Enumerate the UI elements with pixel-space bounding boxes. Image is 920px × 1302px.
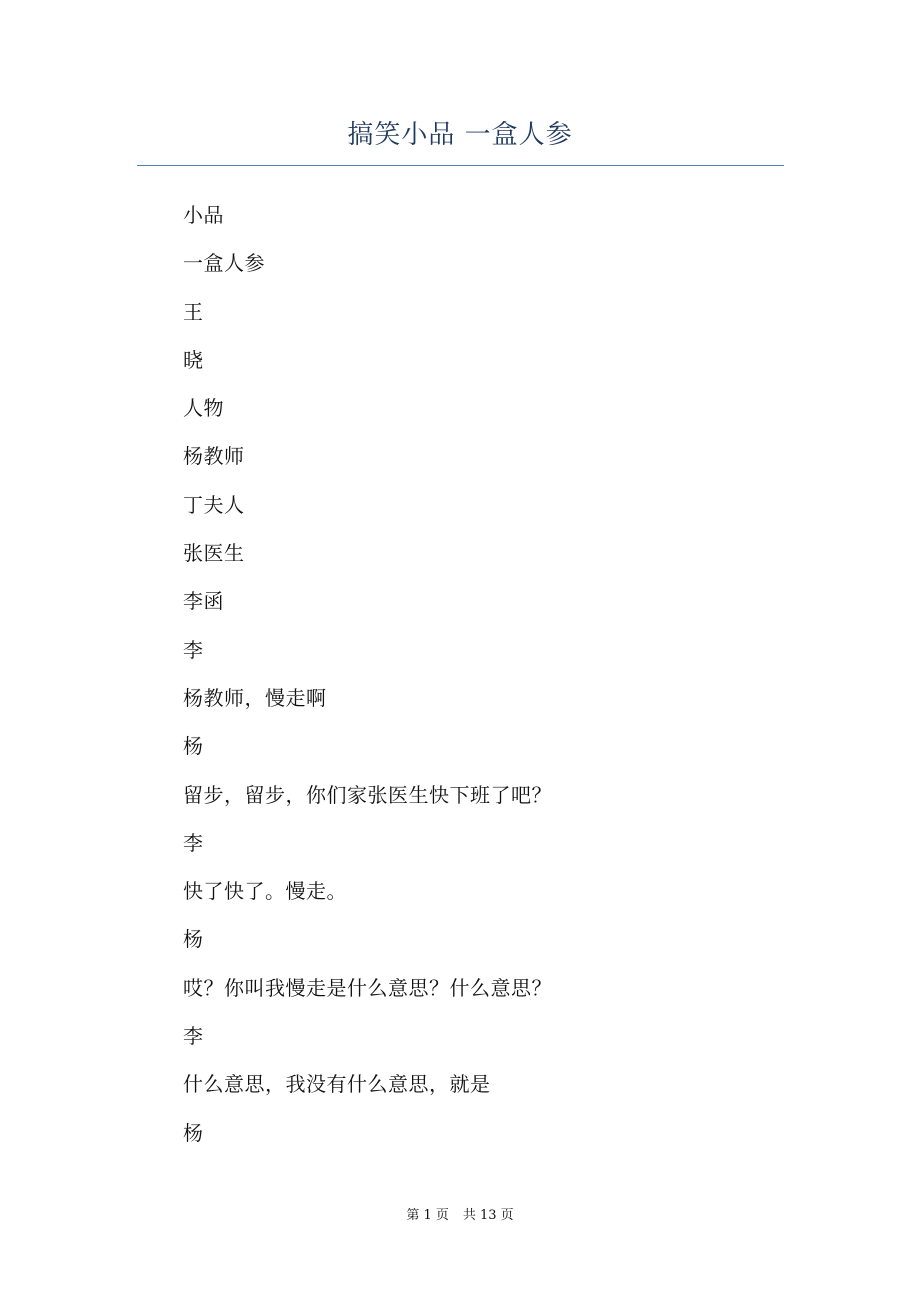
body-line: 杨教师 <box>183 444 245 469</box>
body-line: 李 <box>183 637 204 662</box>
body-line: 李 <box>183 1024 204 1049</box>
body-line: 什么意思，我没有什么意思，就是 <box>183 1072 491 1097</box>
body-line: 杨 <box>183 927 204 952</box>
body-line: 杨 <box>183 734 204 759</box>
body-line: 一盒人参 <box>183 251 265 276</box>
body-line: 李 <box>183 830 204 855</box>
body-line: 晓 <box>183 347 204 372</box>
body-line: 留步，留步，你们家张医生快下班了吧？ <box>183 782 552 807</box>
page-footer <box>0 1206 920 1226</box>
document-body <box>183 197 803 1163</box>
body-line: 李函 <box>183 589 224 614</box>
title-divider <box>137 165 784 166</box>
body-line: 王 <box>183 299 204 324</box>
body-line: 哎？你叫我慢走是什么意思？什么意思？ <box>183 975 552 1000</box>
page-total: 共 13 页 <box>462 1208 514 1223</box>
body-line: 小品 <box>183 203 224 227</box>
body-line: 丁夫人 <box>183 492 245 517</box>
body-line: 人物 <box>183 396 224 421</box>
body-line: 杨 <box>183 1120 204 1145</box>
page-number: 第 1 页 <box>406 1208 449 1223</box>
body-line: 张医生 <box>183 541 245 566</box>
document-title: 搞笑小品 一盒人参 <box>347 120 573 150</box>
body-line: 杨教师，慢走啊 <box>183 685 327 710</box>
body-line: 快了快了。慢走。 <box>183 879 347 904</box>
